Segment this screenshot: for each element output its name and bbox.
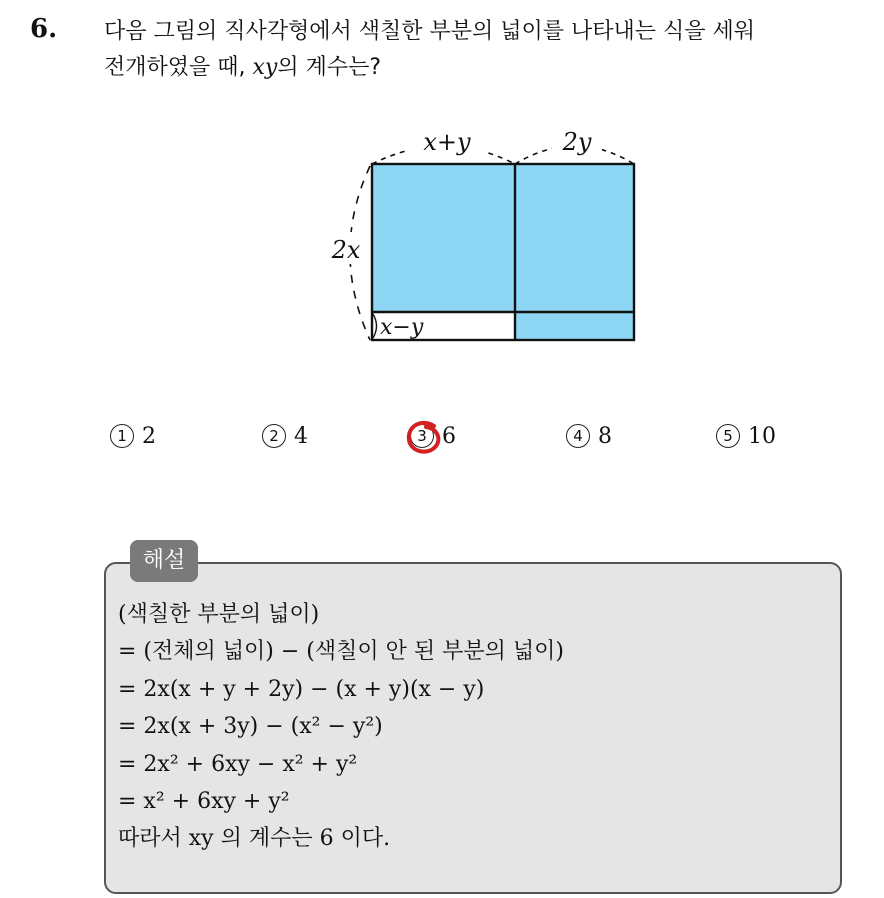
- solution-line: = (전체의 넓이) − (색칠이 안 된 부분의 넓이): [118, 639, 564, 665]
- shaded-right: [515, 164, 634, 340]
- choice-marker: 3: [410, 424, 434, 448]
- choice-marker: 4: [566, 424, 590, 448]
- question-text: [104, 14, 874, 86]
- choice-marker: 2: [262, 424, 286, 448]
- choice-marker: 1: [110, 424, 134, 448]
- selected-answer-mark: [404, 418, 444, 458]
- solution-line: = 2x² + 6xy − x² + y²: [118, 751, 358, 777]
- question-number: 6.: [30, 14, 58, 44]
- choice-marker: 5: [716, 424, 740, 448]
- inner-label: x−y: [380, 315, 424, 340]
- solution-line: = 2x(x + 3y) − (x² − y²): [118, 714, 383, 740]
- question-line-2: 전개하였을 때, xy의 계수는?: [104, 55, 382, 80]
- top-label-left: x+y: [423, 128, 471, 156]
- solution-line: (색칠한 부분의 넓이): [118, 602, 320, 627]
- side-label: 2x: [331, 236, 361, 264]
- shaded-left: [372, 164, 515, 312]
- rectangle-figure: [300, 118, 660, 362]
- solution-line: = x² + 6xy + y²: [118, 788, 290, 814]
- question-line-1: 다음 그림의 직사각형에서 색칠한 부분의 넓이를 나타내는 식을 세워: [104, 19, 756, 44]
- choice-2[interactable]: 2 4: [262, 424, 308, 449]
- solution-line: 따라서 xy 의 계수는 6 이다.: [118, 826, 391, 852]
- solution-lines: [118, 596, 828, 858]
- choice-4[interactable]: 4 8: [566, 424, 612, 449]
- question-variable: xy: [252, 55, 278, 80]
- choice-5[interactable]: 5 10: [716, 424, 776, 449]
- top-label-right: 2y: [562, 128, 592, 156]
- solution-tab: 해설: [130, 540, 198, 582]
- choice-3[interactable]: 3 6: [410, 424, 456, 449]
- solution-line: = 2x(x + y + 2y) − (x + y)(x − y): [118, 676, 485, 702]
- choice-1[interactable]: 1 2: [110, 424, 156, 449]
- answer-choices: [110, 424, 810, 460]
